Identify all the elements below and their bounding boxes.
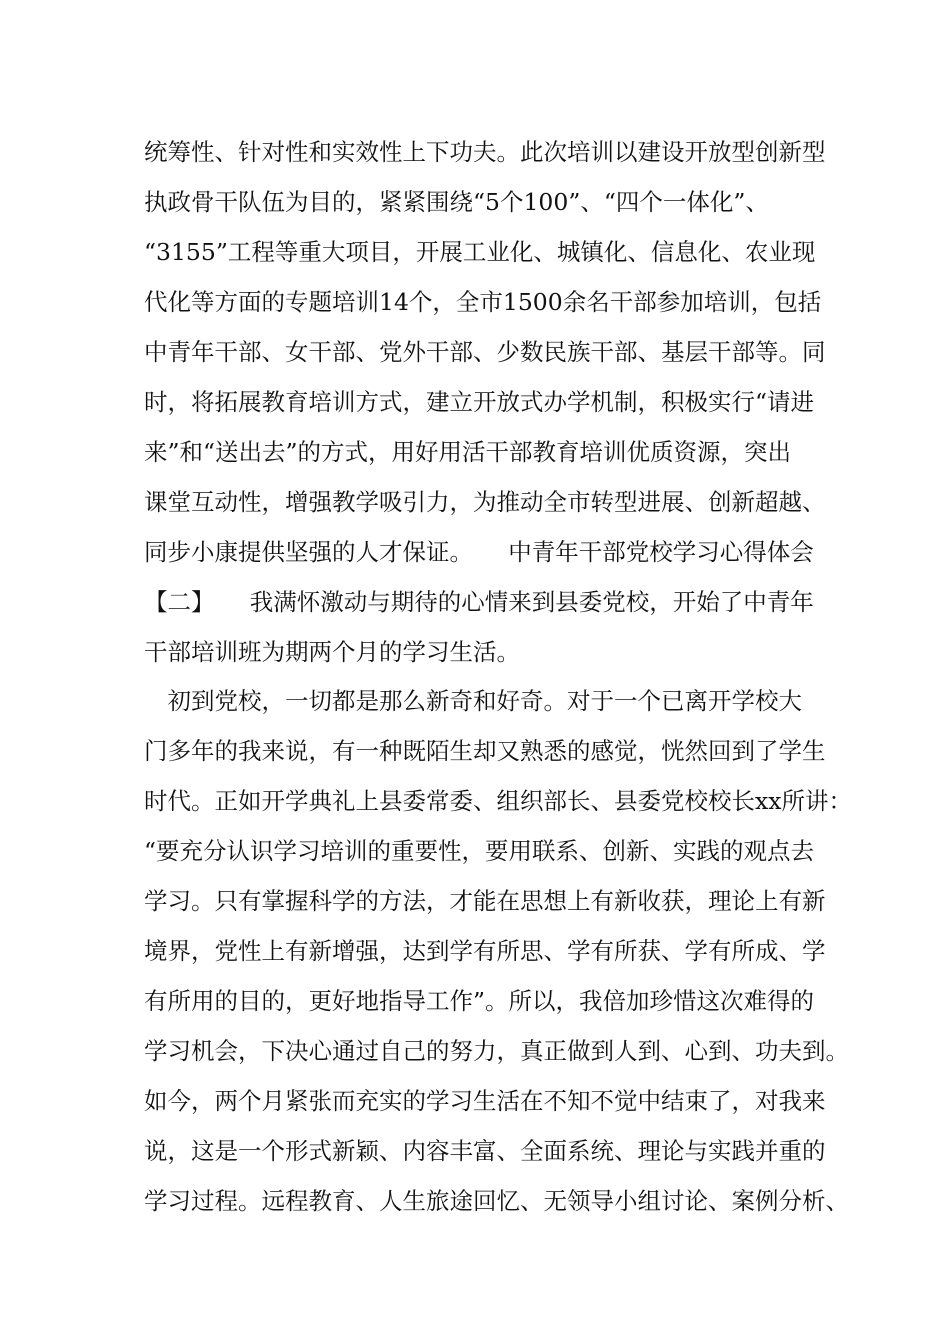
text-line: 时，将拓展教育培训方式，建立开放式办学机制，积极实行“请进 <box>144 388 815 416</box>
text-line: 境界，党性上有新增强，达到学有所思、学有所获、学有所成、学 <box>144 937 826 965</box>
text-line: 初到党校，一切都是那么新奇和好奇。对于一个已离开学校大 <box>144 687 802 715</box>
text-line: 中青年干部、女干部、党外干部、少数民族干部、基层干部等。同 <box>144 338 826 366</box>
text-line: 如今，两个月紧张而充实的学习生活在不知不觉中结束了，对我来 <box>144 1087 826 1115</box>
text-line: 门多年的我来说，有一种既陌生却又熟悉的感觉，恍然回到了学生 <box>144 737 826 765</box>
text-line: 【二】 我满怀激动与期待的心情来到县委党校，开始了中青年 <box>144 588 814 616</box>
text-line: 时代。正如开学典礼上县委常委、组织部长、县委党校校长xx所讲： <box>144 787 853 815</box>
text-line: 代化等方面的专题培训14个，全市1500余名干部参加培训，包括 <box>144 288 822 316</box>
text-line: 学习。只有掌握科学的方法，才能在思想上有新收获，理论上有新 <box>144 887 826 915</box>
text-line: “要充分认识学习培训的重要性，要用联系、创新、实践的观点去 <box>144 837 815 865</box>
text-line: 有所用的目的，更好地指导工作”。所以，我倍加珍惜这次难得的 <box>144 987 815 1015</box>
text-line: 课堂互动性，增强教学吸引力，为推动全市转型进展、创新超越、 <box>144 488 826 516</box>
text-line: “3155”工程等重大项目，开展工业化、城镇化、信息化、农业现 <box>144 238 816 266</box>
text-line: 学习机会，下决心通过自己的努力，真正做到人到、心到、功夫到。 <box>144 1037 849 1065</box>
text-line: 说，这是一个形式新颖、内容丰富、全面系统、理论与实践并重的 <box>144 1137 826 1165</box>
text-line: 学习过程。远程教育、人生旅途回忆、无领导小组讨论、案例分析、 <box>144 1187 849 1215</box>
text-line: 来”和“送出去”的方式，用好用活干部教育培训优质资源，突出 <box>144 438 792 466</box>
text-line: 同步小康提供坚强的人才保证。 中青年干部党校学习心得体会 <box>144 538 814 566</box>
text-line: 执政骨干队伍为目的，紧紧围绕“5个100”、“四个一体化”、 <box>144 188 769 216</box>
text-line: 干部培训班为期两个月的学习生活。 <box>144 638 520 666</box>
text-line: 统筹性、针对性和实效性上下功夫。此次培训以建设开放型创新型 <box>144 138 826 166</box>
